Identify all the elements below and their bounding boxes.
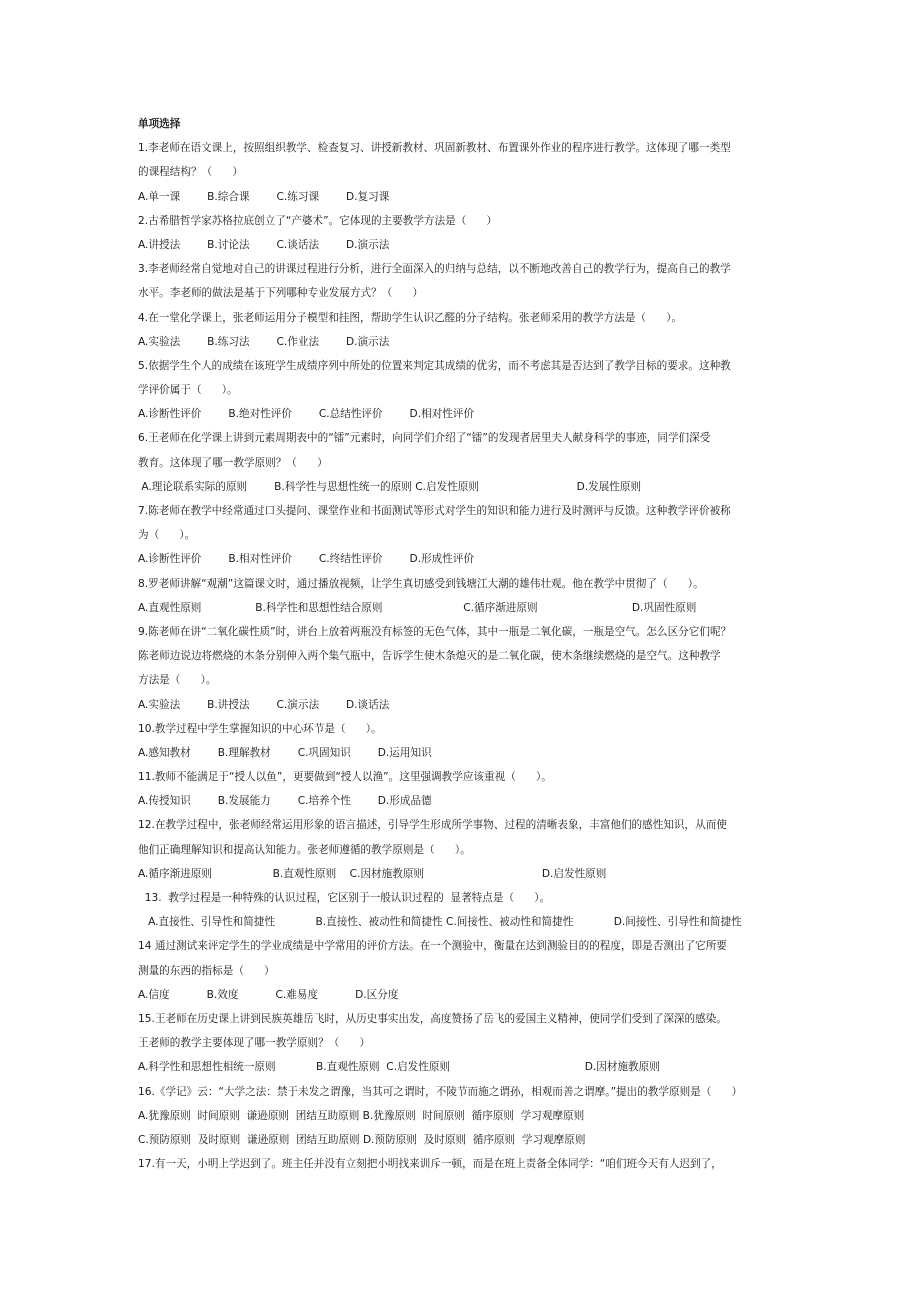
text-line: 1.李老师在语文课上，按照组织教学、检查复习、讲授新教材、巩固新教材、布置课外作业的程序进行教学。这体现了哪一类型 — [138, 142, 731, 155]
text-line: 2.古希腊哲学家苏格拉底创立了“产婆术”。它体现的主要教学方法是（ ） — [138, 214, 498, 227]
text-line: 11.教师不能满足于“授人以鱼”，更要做到“授人以渔”。这里强调教学应该重视（ ）。 — [138, 771, 552, 784]
text-line: A.实验法 B.讲授法 C.演示法 D.谈话法 — [138, 698, 390, 711]
text-line: 13. 教学过程是一种特殊的认识过程，它区别于一般认识过程的 显著特点是（ ）。 — [138, 892, 551, 904]
text-line: 王老师的教学主要体现了哪一教学原则？（ ） — [138, 1037, 371, 1050]
text-line: 他们正确理解知识和提高认知能力。张老师遵循的教学原则是（ ）。 — [138, 843, 471, 856]
text-line: 陈老师边说边将燃烧的木条分别伸入两个集气瓶中，告诉学生使木条熄灭的是二氧化碳，使木条继续燃烧的是空气。这种教学 — [138, 650, 721, 663]
text-line: 9.陈老师在讲“二氧化碳性质”时，讲台上放着两瓶没有标签的无色气体，其中一瓶是二氧化碳，一瓶是空气。怎么区分它们呢？ — [138, 625, 732, 638]
text-line: A.信度 B.效度 C.难易度 D.区分度 — [138, 988, 399, 1001]
text-line: C.预防原则 及时原则 谦逊原则 团结互助原则 D.预防原则 及时原则 循序原则 学习观摩原则 — [138, 1133, 586, 1146]
text-line: 教育。这体现了哪一教学原则？（ ） — [138, 456, 328, 469]
text-line: A.科学性和思想性相统一原则 B.直观性原则 C.启发性原则 D.因材施教原则 — [138, 1061, 660, 1074]
text-line: 6.王老师在化学课上讲到元素周期表中的“镭”元素时，向同学们介绍了“镭”的发现者居里夫人献身科学的事迹，同学们深受 — [138, 432, 711, 445]
text-line: 17.有一天，小明上学迟到了。班主任并没有立刻把小明找来训斥一顿，而是在班上责备全体同学：“咱们班今天有人迟到了， — [138, 1158, 722, 1171]
text-line: A.感知教材 B.理解教材 C.巩固知识 D.运用知识 — [138, 746, 432, 759]
text-line: 的课程结构？（ ） — [138, 166, 243, 179]
text-line: 14 通过测试来评定学生的学业成绩是中学常用的评价方法。在一个测验中，衡量在达到测验目的的程度，即是否测出了它所要 — [138, 940, 727, 953]
text-line: 测量的东西的指标是（ ） — [138, 964, 275, 977]
text-line: 10.教学过程中学生掌握知识的中心环节是（ ）。 — [138, 722, 382, 735]
section-title: 单项选择 — [138, 118, 181, 130]
text-line: A.诊断性评价 B.绝对性评价 C.总结性评价 D.相对性评价 — [138, 408, 475, 421]
text-line: A.传授知识 B.发展能力 C.培养个性 D.形成品德 — [138, 795, 432, 808]
text-line: 3.李老师经常自觉地对自己的讲课过程进行分析，进行全面深入的归纳与总结，以不断地改善自己的教学行为，提高自己的教学 — [138, 263, 731, 276]
text-line: A.循序渐进原则 B.直观性原则 C.因材施教原则 D.启发性原则 — [138, 867, 607, 880]
text-line: 15.王老师在历史课上讲到民族英雄岳飞时，从历史事实出发，高度赞扬了岳飞的爱国主义精神，使同学们受到了深深的感染。 — [138, 1012, 727, 1025]
text-line: A.犹豫原则 时间原则 谦逊原则 团结互助原则 B.犹豫原则 时间原则 循序原则 学习观摩原则 — [138, 1109, 585, 1122]
text-line: 学评价属于（ ）。 — [138, 384, 238, 397]
text-line: A.直观性原则 B.科学性和思想性结合原则 C.循序渐进原则 D.巩固性原则 — [138, 601, 697, 614]
text-line: 水平。李老师的做法是基于下列哪种专业发展方式？（ ） — [138, 287, 424, 300]
text-line: 4.在一堂化学课上，张老师运用分子模型和挂图，帮助学生认识乙醛的分子结构。张老师采用的教学方法是（ ）。 — [138, 311, 683, 324]
text-line: 5.依据学生个人的成绩在该班学生成绩序列中所处的位置来判定其成绩的优劣，而不考虑其是否达到了教学目标的要求。这种教 — [138, 359, 731, 372]
text-line: A.理论联系实际的原则 B.科学性与思想性统一的原则 C.启发性原则 D.发展性原则 — [138, 480, 642, 493]
text-line: A.单一课 B.综合课 C.练习课 D.复习课 — [138, 190, 390, 203]
text-line: 7.陈老师在教学中经常通过口头提问、课堂作业和书面测试等形式对学生的知识和能力进行及时测评与反馈。这种教学评价被称 — [138, 505, 731, 517]
text-line: 方法是（ ）。 — [138, 674, 217, 687]
text-line: A.实验法 B.练习法 C.作业法 D.演示法 — [138, 335, 390, 348]
text-line: 12.在教学过程中，张老师经常运用形象的语言描述，引导学生形成所学事物、过程的清晰表象，丰富他们的感性知识，从而使 — [138, 819, 727, 832]
text-line: A.诊断性评价 B.相对性评价 C.终结性评价 D.形成性评价 — [138, 553, 475, 566]
text-line: 8.罗老师讲解“观潮”这篇课文时，通过播放视频，让学生真切感受到钱塘江大潮的雄伟壮观。他在教学中贯彻了（ ）。 — [138, 577, 704, 590]
text-line: A.直接性、引导性和简捷性 B.直接性、被动性和简捷性 C.间接性、被动性和简捷性 D.间接性、引导性和简捷性 — [138, 916, 742, 929]
text-line: A.讲授法 B.讨论法 C.谈话法 D.演示法 — [138, 238, 390, 251]
text-line: 16.《学记》云：“大学之法：禁于未发之谓豫，当其可之谓时，不陵节而施之谓孙，相观而善之谓摩。”提出的教学原则是（ ） — [138, 1085, 743, 1098]
text-line: 为（ ）。 — [138, 529, 196, 542]
document-body — [138, 112, 788, 1176]
